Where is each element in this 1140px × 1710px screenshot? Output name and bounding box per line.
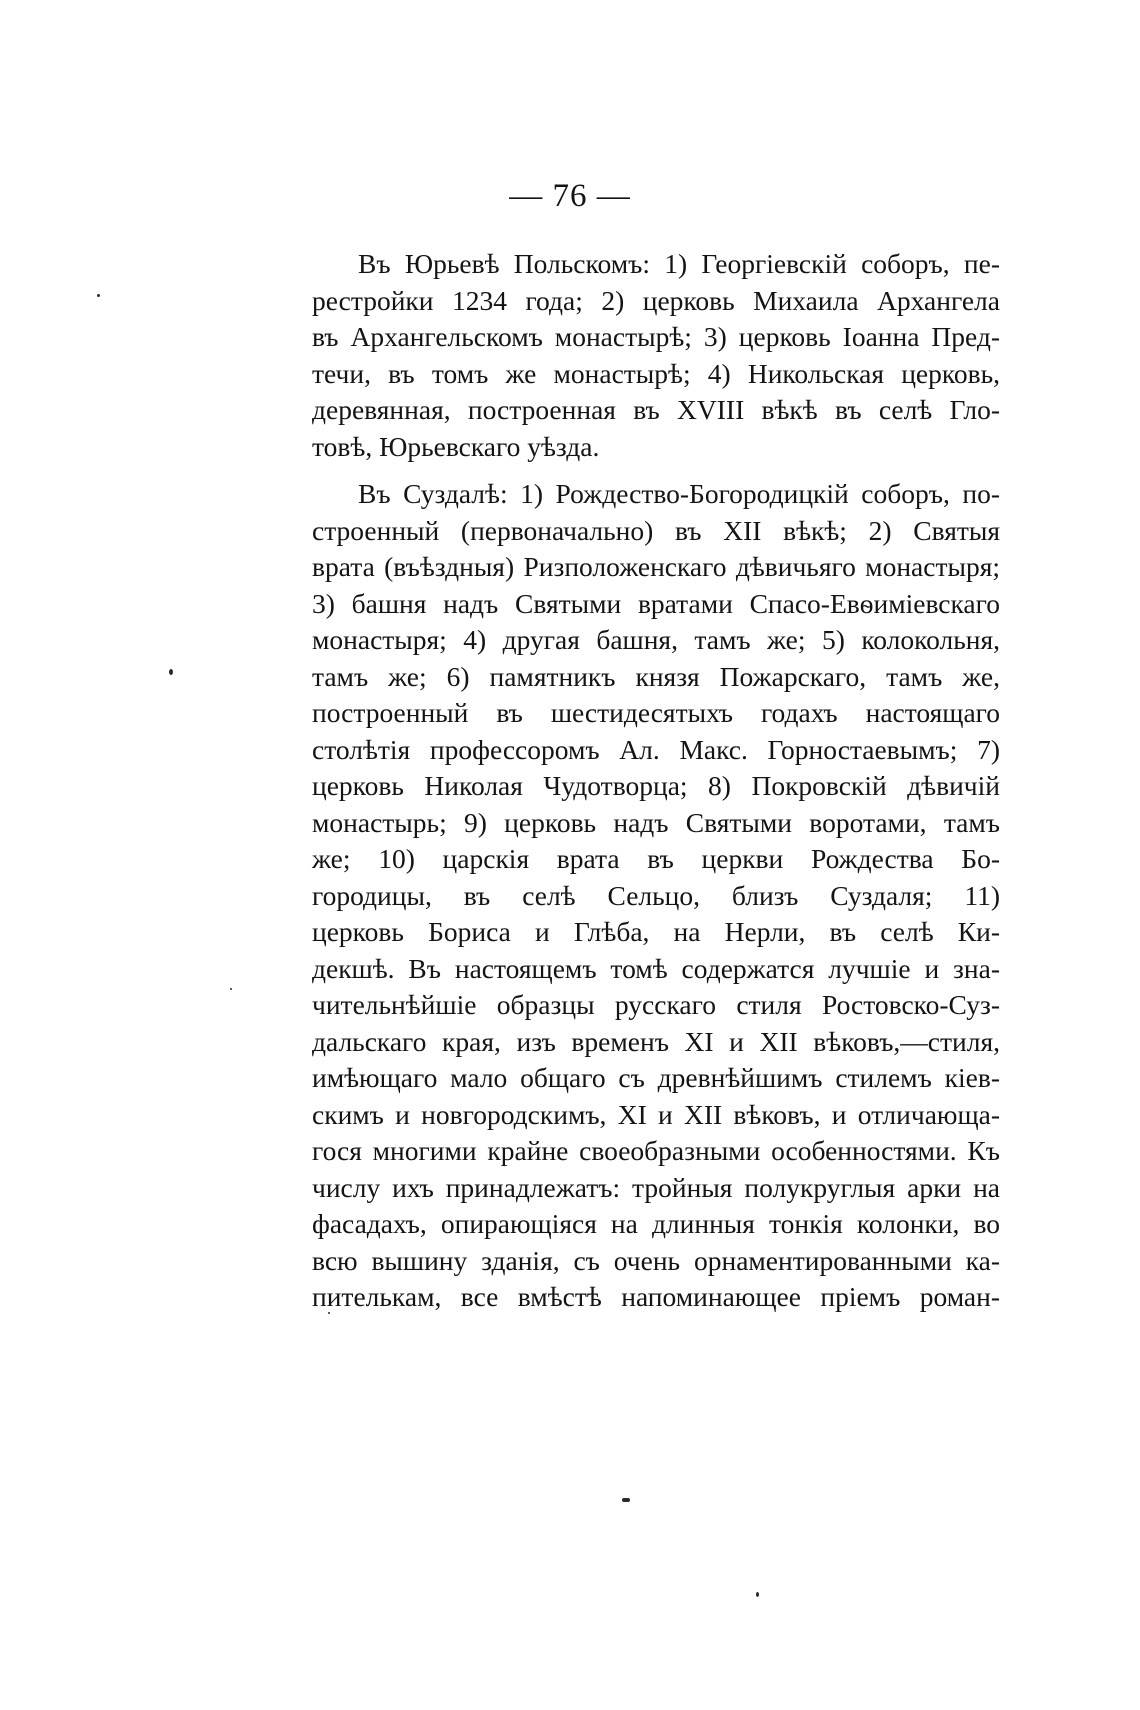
text-line: 3) башня надъ Святыми вратами Спасо-Евѳиміевскаго (312, 587, 1000, 619)
scan-speck (230, 988, 232, 990)
text-line: городицы, въ селѣ Сельцо, близъ Суздаля; 11) (312, 879, 1000, 911)
text-line: дальскаго края, изъ временъ XI и XII вѣковъ,—стиля, (312, 1025, 1000, 1057)
text-line: течи, въ томъ же монастырѣ; 4) Никольская церковь, (312, 357, 1000, 389)
text-line: гося многими крайне своеобразными особенностями. Къ (312, 1135, 1000, 1166)
text-line: врата (въѣздныя) Ризположенскаго дѣвичьяго монастыря; (312, 551, 1000, 582)
text-line: тамъ же; 6) памятникъ князя Пожарскаго, тамъ же, (312, 660, 1000, 692)
text-line: строенный (первоначально) въ XII вѣкѣ; 2) Святыя (312, 514, 1000, 546)
text-line: монастырь; 9) церковь надъ Святыми воротами, тамъ (312, 806, 1000, 838)
text-line: товѣ, Юрьевскаго уѣзда. (312, 430, 600, 462)
text-line: церковь Николая Чудотворца; 8) Покровскій дѣвичій (312, 770, 1000, 801)
text-line: фасадахъ, опирающіяся на длинныя тонкія колонки, во (312, 1208, 1000, 1239)
text-line: Въ Суздалѣ: 1) Рождество-Богородицкій соборъ, по- (358, 478, 1000, 509)
text-line: монастыря; 4) другая башня, тамъ же; 5) колокольня, (312, 624, 1000, 655)
text-line: Въ Юрьевѣ Польскомъ: 1) Георгіевскій соборъ, пе- (358, 248, 1000, 279)
scan-speck (169, 669, 173, 675)
text-line: деревянная, построенная въ XVIII вѣкѣ въ селѣ Гло- (312, 394, 1000, 425)
scan-speck (97, 294, 100, 297)
text-line: же; 10) царскія врата въ церкви Рождества Бо- (312, 843, 1000, 874)
text-line: числу ихъ принадлежатъ: тройныя полукруглыя арки на (312, 1171, 1000, 1203)
paragraph-suzdal (312, 476, 1000, 1316)
scan-speck (328, 1312, 330, 1314)
text-line: имѣющаго мало общаго съ древнѣйшимъ стилемъ кіев- (312, 1062, 1000, 1093)
text-line: рестройки 1234 года; 2) церковь Михаила Архангела (312, 284, 1000, 316)
text-line: декшѣ. Въ настоящемъ томѣ содержатся лучшіе и зна- (312, 952, 1000, 984)
text-line: пителькам, все вмѣстѣ напоминающее пріемъ роман- (312, 1281, 1000, 1312)
page-number: — 76 — (509, 178, 631, 214)
text-line: столѣтія профессоромъ Ал. Макс. Горностаевымъ; 7) (312, 733, 1000, 765)
body-text (312, 246, 1000, 1316)
text-line: всю вышину зданія, съ очень орнаментированными ка- (312, 1244, 1000, 1276)
text-line: скимъ и новгородскимъ, XI и XII вѣковъ, и отличающа- (312, 1098, 1000, 1130)
text-line: построенный въ шестидесятыхъ годахъ настоящаго (312, 697, 1000, 728)
text-line: чительнѣйшіе образцы русскаго стиля Ростовско-Суз- (312, 989, 1000, 1020)
paragraph-yuryev-polsky (312, 246, 1000, 465)
text-line: церковь Бориса и Глѣба, на Нерли, въ селѣ Ки- (312, 916, 1000, 947)
text-line: въ Архангельскомъ монастырѣ; 3) церковь Іоанна Пред- (312, 321, 1000, 352)
scan-speck (622, 1498, 630, 1502)
scan-speck (756, 1592, 759, 1597)
